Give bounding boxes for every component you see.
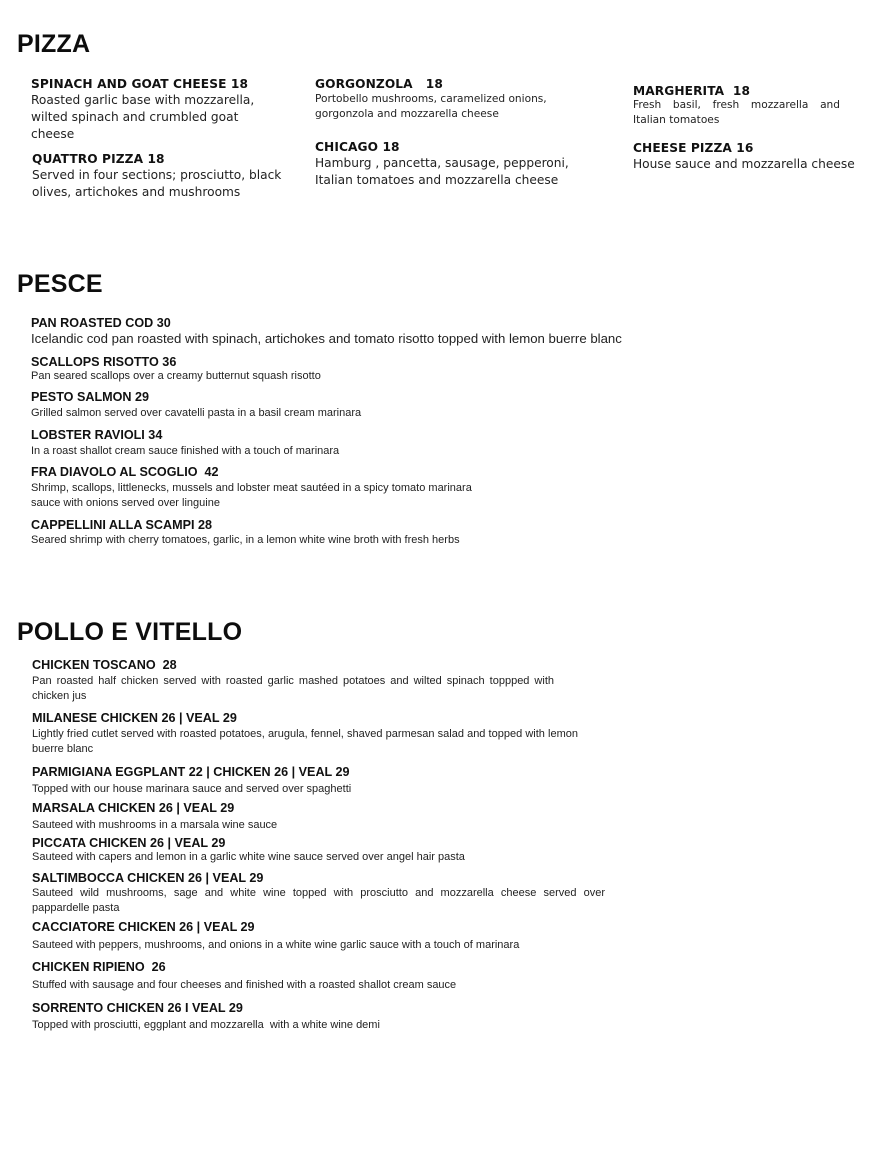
item-description: Pan seared scallops over a creamy butternut squash risotto	[31, 370, 321, 382]
menu-item	[315, 140, 595, 189]
pizza-section-title: PIZZA	[17, 30, 91, 58]
menu-item	[32, 711, 578, 757]
item-description: Sauteed with mushrooms in a marsala wine sauce	[32, 819, 278, 831]
item-description: Lightly fried cutlet served with roasted potatoes, arugula, fennel, shaved parmesan salad and topped with lemon buerre blanc	[32, 728, 578, 755]
item-name: GORGONZOLA 18	[315, 77, 443, 91]
menu-item	[31, 518, 631, 548]
item-description: House sauce and mozzarella cheese	[633, 157, 855, 171]
menu-item	[31, 355, 631, 384]
item-description: Seared shrimp with cherry tomatoes, garlic, in a lemon white wine broth with fresh herbs	[31, 534, 460, 546]
item-description: Topped with our house marinara sauce and served over spaghetti	[32, 783, 352, 795]
item-name: SCALLOPS RISOTTO 36	[31, 355, 177, 369]
item-name: CAPPELLINI ALLA SCAMPI 28	[31, 518, 212, 532]
item-description: Shrimp, scallops, littlenecks, mussels and lobster meat sautéed in a spicy tomato marinara sauce with onions served over linguine	[31, 482, 472, 509]
pollo-section-title: POLLO E VITELLO	[17, 618, 243, 646]
menu-item	[32, 765, 632, 797]
menu-item	[32, 801, 632, 833]
menu-item	[32, 836, 632, 865]
item-name: QUATTRO PIZZA 18	[32, 152, 165, 166]
item-name: FRA DIAVOLO AL SCOGLIO 42	[31, 465, 219, 479]
menu-item	[31, 428, 631, 459]
item-description: Grilled salmon served over cavatelli pasta in a basil cream marinara	[31, 407, 362, 419]
item-name: CHEESE PIZZA 16	[633, 141, 754, 155]
pesce-section-title: PESCE	[17, 270, 103, 298]
menu-item	[31, 465, 481, 511]
item-description: Stuffed with sausage and four cheeses and finished with a roasted shallot cream sauce	[32, 979, 457, 991]
item-description: In a roast shallot cream sauce finished with a touch of marinara	[31, 445, 340, 457]
item-name: PESTO SALMON 29	[31, 390, 150, 404]
item-name: CHICAGO 18	[315, 140, 400, 154]
item-name: CACCIATORE CHICKEN 26 | VEAL 29	[32, 920, 255, 934]
menu-item	[32, 1001, 632, 1033]
item-description: Fresh basil, fresh mozzarella and Italian tomatoes	[633, 99, 840, 126]
item-description: Roasted garlic base with mozzarella, wilted spinach and crumbled goat cheese	[31, 93, 255, 141]
menu-item	[32, 658, 554, 704]
item-description: Portobello mushrooms, caramelized onions, gorgonzola and mozzarella cheese	[315, 93, 547, 120]
item-description: Sauteed wild mushrooms, sage and white wine topped with prosciutto and mozzarella cheese served over pappardelle pasta	[32, 887, 605, 914]
item-name: MILANESE CHICKEN 26 | VEAL 29	[32, 711, 237, 725]
item-name: PAN ROASTED COD 30	[31, 316, 171, 330]
menu-item	[31, 77, 281, 143]
item-name: MARSALA CHICKEN 26 | VEAL 29	[32, 801, 235, 815]
menu-item	[32, 920, 632, 953]
item-name: PARMIGIANA EGGPLANT 22 | CHICKEN 26 | VEAL 29	[32, 765, 350, 779]
item-description: Topped with prosciutti, eggplant and mozzarella with a white wine demi	[32, 1019, 380, 1031]
item-name: MARGHERITA 18	[633, 84, 751, 98]
item-description: Sauteed with capers and lemon in a garlic white wine sauce served over angel hair pasta	[32, 851, 465, 863]
item-name: SORRENTO CHICKEN 26 I VEAL 29	[32, 1001, 243, 1015]
menu-item	[32, 871, 605, 916]
item-description: Icelandic cod pan roasted with spinach, artichokes and tomato risotto topped with lemon buerre blanc	[31, 331, 622, 346]
item-name: CHICKEN TOSCANO 28	[32, 658, 177, 672]
menu-item	[633, 84, 840, 128]
item-description: Sauteed with peppers, mushrooms, and onions in a white wine garlic sauce with a touch of marinara	[32, 939, 520, 951]
item-description: Served in four sections; prosciutto, black olives, artichokes and mushrooms	[32, 168, 282, 199]
menu-item	[315, 77, 585, 122]
item-name: PICCATA CHICKEN 26 | VEAL 29	[32, 836, 226, 850]
item-name: LOBSTER RAVIOLI 34	[31, 428, 163, 442]
item-description: Hamburg , pancetta, sausage, pepperoni, Italian tomatoes and mozzarella cheese	[315, 156, 569, 187]
item-description: Pan roasted half chicken served with roasted garlic mashed potatoes and wilted spinach toppped with chicken jus	[32, 675, 554, 702]
item-name: SALTIMBOCCA CHICKEN 26 | VEAL 29	[32, 871, 264, 885]
menu-item	[32, 152, 302, 201]
menu-item	[633, 141, 873, 173]
menu-item	[31, 316, 731, 346]
menu-item	[31, 390, 631, 421]
item-name: CHICKEN RIPIENO 26	[32, 960, 166, 974]
menu-item	[32, 960, 632, 993]
item-name: SPINACH AND GOAT CHEESE 18	[31, 77, 249, 91]
